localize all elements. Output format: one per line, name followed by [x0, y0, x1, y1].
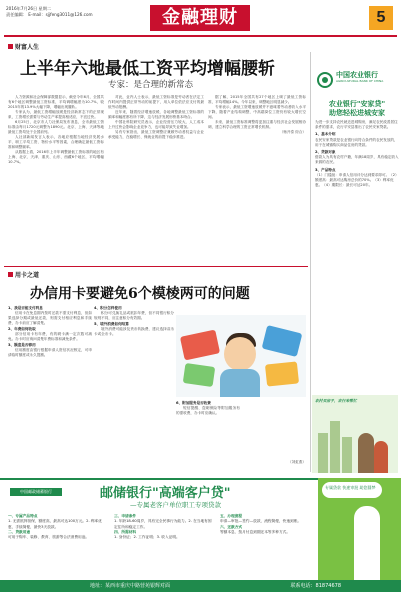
article1-column-1 [8, 95, 104, 265]
credit-card-icon [265, 361, 299, 386]
article2-column-2 [94, 305, 174, 475]
article2-column-4 [244, 400, 306, 475]
psbc-footer [0, 580, 401, 592]
article2-headline: 办信用卡要避免6个模棱两可的问题 [30, 286, 250, 302]
section-divider [4, 266, 308, 267]
person-head [224, 337, 256, 371]
psbc-item-title: 二、贷款用途 [8, 529, 31, 534]
abc-item-text: 借款人为具有农村户籍，年满18周岁，具有稳定收入来源的农民。 [315, 155, 399, 165]
psbc-item-text: 申请—审批—签约—放款，流程简便，快速到账。 [220, 519, 302, 524]
footer-address: 地址：某西市重庆中路营苑银辉对面 [90, 583, 171, 589]
credit-card-illustration [176, 315, 306, 397]
subsection-title: 6、附加服务是否收费 [176, 401, 211, 405]
footer-phone[interactable]: 联系电话：81874678 [290, 583, 341, 589]
article1-column-3 [208, 95, 306, 265]
psbc-advertisement [0, 478, 401, 590]
psbc-logo: 中国邮政储蓄银行 [10, 488, 62, 496]
person-icon [354, 506, 380, 581]
paragraph: 短信提醒、盗刷保险等附加服务有的需收费，办卡时应确认。 [176, 406, 240, 415]
psbc-subtitle: —专属老客户单位职工专项贷款 [130, 501, 221, 509]
paragraph: 据了解，2015年全国共有27个地区上调了最低工资标准，平均增幅14%。今年以来，调整地区明显减少。 [208, 95, 306, 104]
article2-column-3 [176, 400, 240, 475]
article1-column-2 [108, 95, 204, 265]
paragraph: 近年来，随着经济增速放缓，各地调整最低工资标准的频率和幅度都有所下降，这与经济发展形势基本吻合。 [108, 110, 204, 119]
psbc-speech-bubble: 专属贷款 快速审批 助您圆梦 [322, 482, 382, 498]
paragraph: 6月25日，北京市人力社保局发布消息，全市最低工资标准由每月1720元调整为1890元。北京、上海、天津等地最低工资均处于全国前列。 [8, 120, 104, 134]
section-title: 金融理财 [150, 5, 250, 31]
psbc-item-title: 六、还款方式 [220, 524, 243, 529]
abc-item-text: （1）门槛低：申请人信用评分达到要求即可。（2）额度高：最高可达购房总价的70%。（3）利率优惠。（4）期限长：最长可达20年。 [315, 172, 399, 188]
psbc-item-text: 1. 身份证；2. 工作证明；3. 收入证明。 [114, 535, 180, 540]
person-icon [374, 441, 388, 473]
article1-subhead: 专家：是合理的新常态 [108, 80, 194, 90]
editor-email[interactable]: E-mail：sjjfeng3011@126.com [28, 12, 93, 17]
person-icon [358, 433, 374, 473]
masthead-meta [6, 6, 93, 18]
paragraph: 信用卡在免息期内按时还款不需支付利息，但如果选择分期或最低还款，则需支付相应利息和手续费，办卡前应了解清楚。 [8, 311, 92, 325]
abc-item-text: 农民安家贷款是农业银行向符合条件的农民发放的，用于在城镇购买商品住房的贷款。 [315, 137, 398, 147]
psbc-title: 邮储银行"高端客户贷" [100, 486, 231, 501]
section-tag-wealth: 财富人生 [8, 42, 39, 51]
paragraph: 人社部新闻发言人表示，各地应根据当地经济发展水平、职工平均工资、物价水平等因素，合理确定最低工资标准和调整频率。 [8, 135, 104, 149]
square-bullet-icon [8, 44, 13, 49]
abc-item-title: 3、产品特点 [315, 167, 336, 172]
subsection-title: 2、年费如何收取 [8, 327, 36, 331]
abc-banner-image [312, 395, 398, 473]
issue-date: 2016年7月26日 星期二 [6, 6, 52, 11]
abc-ad-body [315, 120, 399, 188]
subsection-title: 3、额度是否够用 [8, 343, 36, 347]
psbc-item-text: 1. 无需抵押担保，额度高，最高可达100万元。2. 利率优惠，手续简便，最快3天放款。 [8, 519, 102, 529]
article2-column-1 [8, 305, 92, 475]
abc-slogan: 农村买房子，农行来帮忙 [315, 398, 357, 403]
psbc-item-text: 1. 年龄18-60周岁，具有完全民事行为能力。2. 在当地有固定住所和稳定工作。 [114, 519, 212, 529]
masthead-rule [4, 35, 397, 37]
subsection-title: 4、积分怎样使用 [94, 306, 122, 310]
psbc-column-2 [114, 514, 214, 540]
psbc-item-title: 一、专属产品特点 [8, 514, 38, 518]
psbc-column-1 [8, 514, 108, 540]
paragraph: 未来，最低工资标准调整将更加注重与经济社会发展相协调，建立科学合理的工资正常增长机制。 [208, 120, 306, 129]
building-icon [342, 437, 352, 473]
article1-headline: 上半年六地最低工资平均增幅腰斩 [20, 59, 275, 79]
psbc-item-title: 四、所需材料 [114, 529, 137, 534]
psbc-item-text: 等额本息、按月付息到期还本等多种方式。 [220, 529, 291, 534]
credit-card-icon [183, 363, 215, 387]
masthead [0, 0, 401, 38]
psbc-item-text: 可用于购车、装修、教育、旅游等合法消费用途。 [8, 535, 90, 540]
paragraph: 从数据上看，2016年上半年调整最低工资标准的地区有上海、北京、天津、重庆、山东、西藏6个地区，平均增幅10.7%。 [8, 150, 104, 164]
paragraph: 专家认为，最低工资增幅放缓是经济新常态下的正常现象，工资增长需要与劳动生产率提高相适应，不宜过快。 [8, 110, 104, 119]
abc-item-title: 2、贷款对象 [315, 150, 336, 155]
psbc-item-title: 三、申请条件 [114, 514, 137, 518]
person-body [220, 369, 260, 397]
psbc-column-3 [220, 514, 314, 535]
paragraph: 人力资源和社会保障部数据显示，截至今年6月，全国共有6个地区调整最低工资标准，平均调增幅度为10.7%，较2015年的13.9%大幅下降，增幅出现腰斩。 [8, 95, 104, 109]
abc-intro: 为进一步支持农民就近进城购房，满足农民改善居住条件的需求，农行平安县推出了农民安家贷款。 [315, 120, 398, 130]
paragraph: 中国社科院研究员表示，企业经营压力较大，人工成本上升过快会影响企业竞争力，也可能导致失业增加。 [108, 120, 204, 129]
byline: （刘虹燕） [288, 460, 306, 464]
building-icon [330, 421, 340, 473]
credit-card-icon [262, 325, 303, 357]
paragraph: 境外消费可能涉及货币转换费，建议选择双币卡或全币卡。 [94, 327, 174, 336]
byline: （杨开泰 综合） [279, 130, 306, 134]
paragraph: 积分可兑换礼品或抵扣年费，但不同银行积分规则不同，应注意积分有效期。 [94, 311, 174, 320]
abc-bank-name: 中国农业银行 [336, 71, 378, 79]
abc-logo-icon [317, 72, 333, 88]
subsection-title: 1、我是否能支付利息 [8, 306, 43, 310]
abc-ad-title: 农业银行"安家贷" 助您轻松进城安家 [328, 100, 386, 117]
editor-label: 责任编辑： [6, 12, 27, 17]
abc-bank-name-en: AGRICULTURAL BANK OF CHINA [336, 79, 384, 83]
square-bullet-icon [8, 272, 13, 277]
paragraph: 部分信用卡有年费，有的刷卡满一定次数可减免。办卡时应询问清楚年费标准和减免条件。 [8, 332, 92, 341]
paragraph: 信用额度由银行根据申请人资信状况核定，可申请临时额度或永久提额。 [8, 348, 92, 357]
paragraph: 对此，业内人士表示，最低工资标准是劳动者在法定工作时间内提供正常劳动的前提下，用人单位依法应支付的最低劳动报酬。 [108, 95, 204, 109]
abc-item-title: 1、基本介绍 [315, 132, 336, 137]
page-number: 5 [369, 6, 393, 30]
psbc-item-title: 五、办理流程 [220, 514, 243, 518]
subsection-title: 5、境外消费如何结算 [94, 322, 129, 326]
paragraph: 专家表示，最低工资增速放缓并不意味着劳动者收入水平下降，随着产业结构调整，中高端岗位工资仍有较大增长空间。 [208, 105, 306, 119]
building-icon [318, 433, 328, 473]
section-tag-card: 用卡之道 [8, 270, 39, 279]
psbc-image [318, 478, 401, 581]
credit-card-icon [180, 330, 220, 361]
paragraph: 另有专家指出，最低工资调整应兼顾劳动者权益与企业承受能力，在稳增长、保就业的前提下稳步推进。 [108, 130, 204, 139]
